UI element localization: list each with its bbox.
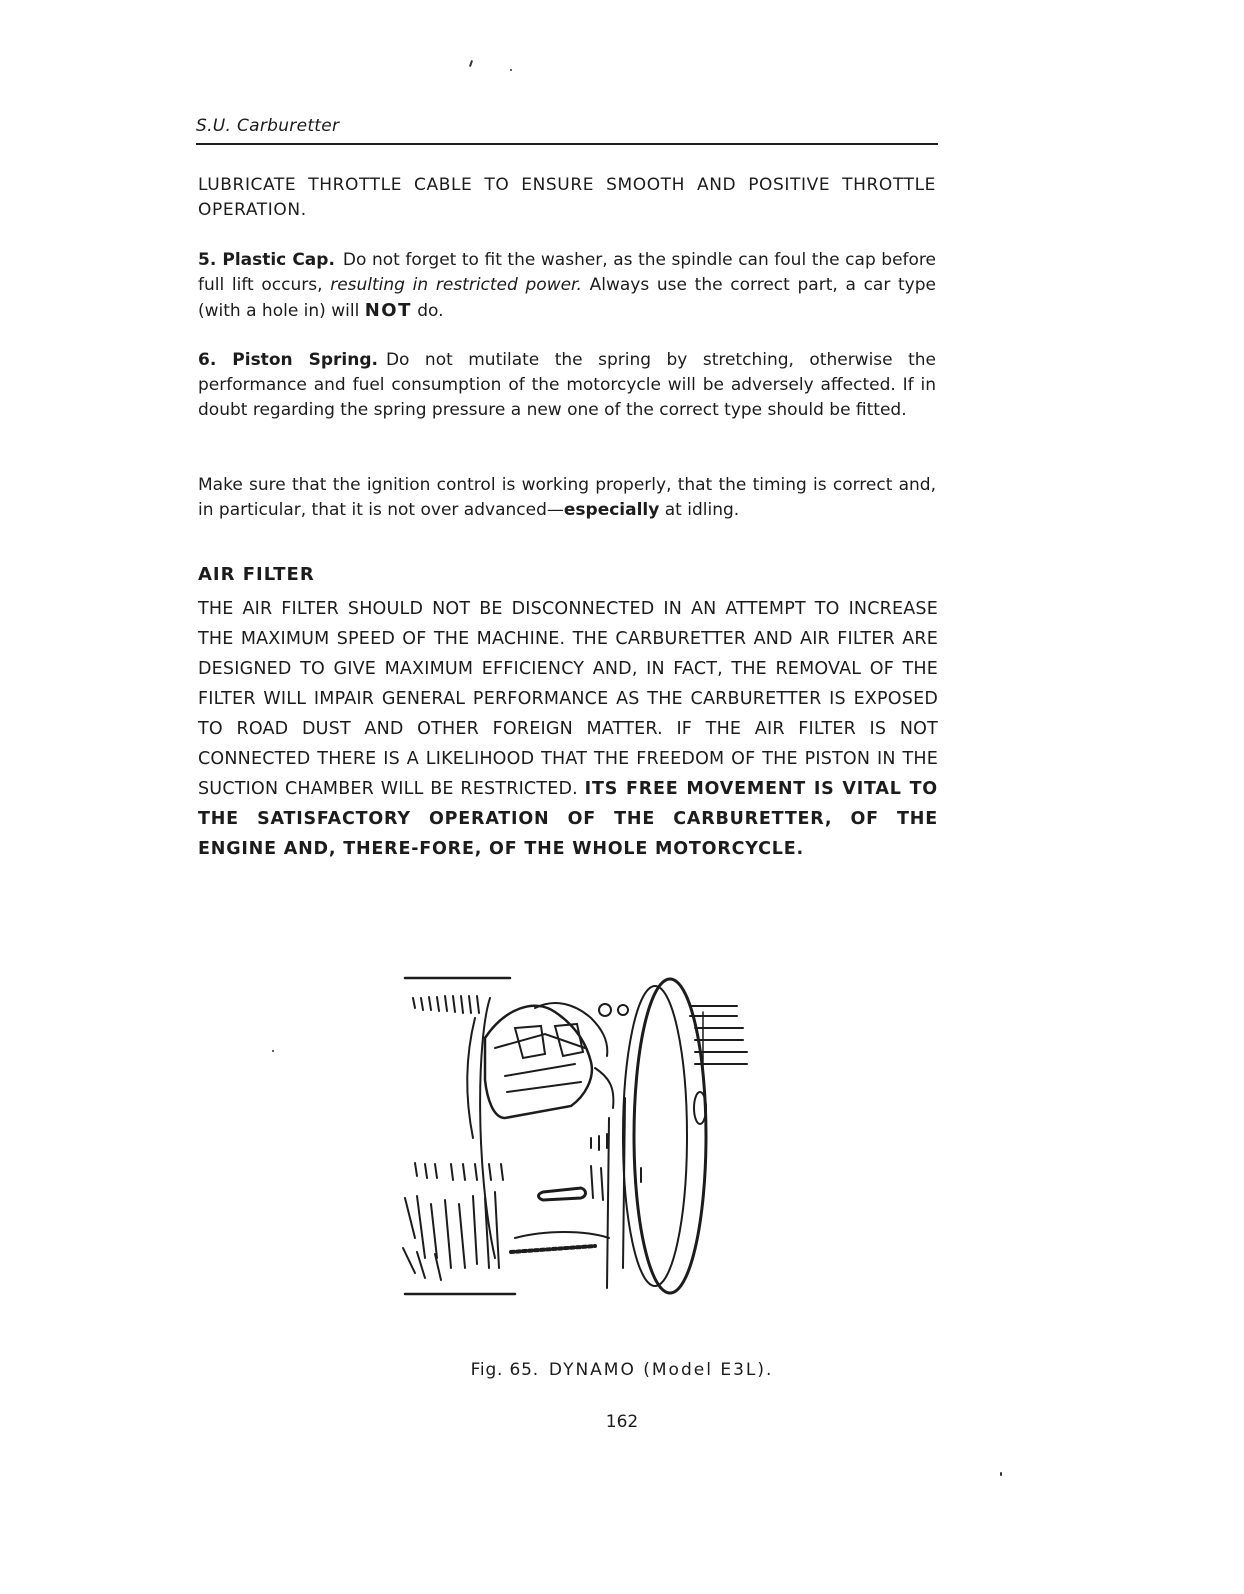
item-text: Always use the correct part, a car type (with a hole in) will <box>198 275 936 321</box>
intro-paragraph: LUBRICATE THROTTLE CABLE TO ENSURE SMOOTH AND POSITIVE THROTTLE OPERATION. <box>198 175 936 220</box>
figure-title: DYNAMO (Model E3L). <box>548 1360 774 1380</box>
item-plastic-cap <box>198 248 936 324</box>
dynamo-illustration <box>395 968 755 1304</box>
scan-speck <box>272 1050 274 1052</box>
scan-speck <box>469 60 473 67</box>
air-filter-bold-text: ITS FREE MOVEMENT IS VITAL TO THE SATISFACTORY OPERATION OF THE CARBURETTER, OF THE ENGINE AND, THERE-FORE, OF THE WHOLE MOTORCYCLE. <box>198 779 938 859</box>
note-text: Make sure that the ignition control is working properly, that the timing is correct and, in particular, that it is not over advanced— <box>198 475 936 520</box>
figure-label: Fig. 65. <box>470 1360 539 1380</box>
running-header: S.U. Carburetter <box>196 116 340 136</box>
item-text-not: NOT <box>364 300 412 321</box>
page-number: 162 <box>605 1412 639 1432</box>
item-text-emphasis: resulting in restricted power. <box>330 275 582 295</box>
air-filter-paragraph <box>198 594 938 864</box>
figure-caption <box>0 1360 1244 1380</box>
item-heading: 6. Piston Spring. <box>198 350 378 370</box>
item-piston-spring <box>198 348 936 423</box>
ignition-note <box>198 473 936 523</box>
item-heading: 5. Plastic Cap. <box>198 250 335 270</box>
item-text: Do not forget to fit the washer, as the spindle can foul the cap before full lift occurs, <box>198 250 936 295</box>
air-filter-text: THE AIR FILTER SHOULD NOT BE DISCONNECTED IN AN ATTEMPT TO INCREASE THE MAXIMUM SPEED OF THE MACHINE. THE CARBURETTER AND AIR FILTER ARE DESIGNED TO GIVE MAXIMUM EFFICIENCY AND, IN FACT, THE REMOVAL OF THE FILTER WILL IMPAIR GENERAL PERFORMANCE AS THE CARBURETTER IS EXPOSED TO ROAD DUST AND OTHER FOREIGN MATTER. IF THE AIR FILTER IS NOT CONNECTED THERE IS A LIKELIHOOD THAT THE FREEDOM OF THE PISTON IN THE SUCTION CHAMBER WILL BE RESTRICTED. <box>198 599 938 799</box>
note-text: at idling. <box>659 500 740 520</box>
scan-speck <box>1000 1472 1002 1476</box>
note-text-bold: especially <box>563 500 660 520</box>
item-text: do. <box>411 301 444 321</box>
scan-speck <box>510 69 512 71</box>
item-text: Do not mutilate the spring by stretching, otherwise the performance and fuel consumption of the motorcycle will be adversely affected. If in doubt regarding the spring pressure a new one of the correct type should be fitted. <box>198 350 936 420</box>
air-filter-heading: AIR FILTER <box>198 564 315 585</box>
header-rule <box>196 143 938 145</box>
